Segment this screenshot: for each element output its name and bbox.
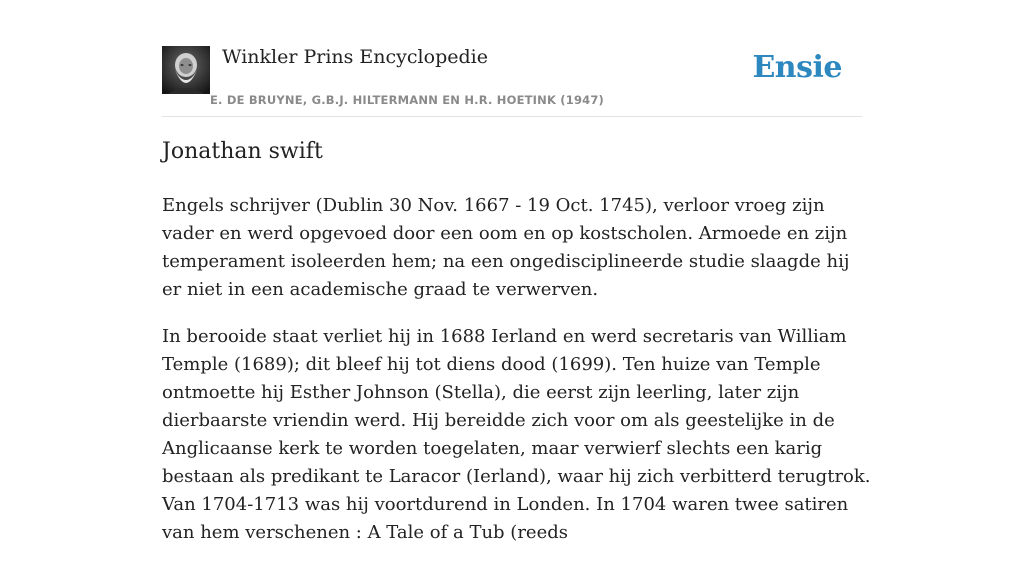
article-paragraph: Engels schrijver (Dublin 30 Nov. 1667 - 19 Oct. 1745), verloor vroeg zijn vader en werd opgevoed door een oom en op kostscholen. Armoede en zijn temperament isoleerden hem; na een ongedisciplineerde studie slaagde hij er niet in een academische graad te verwerven. (162, 195, 850, 300)
publication-header (162, 40, 862, 117)
brand-logo[interactable]: Ensie (752, 50, 842, 85)
portrait-image (162, 46, 210, 94)
article-paragraph: In berooide staat verliet hij in 1688 Ierland en werd secretaris van William Temple (1689); dit bleef hij tot diens dood (1699). Ten huize van Temple ontmoette hij Esther Johnson (Stella), die eerst zijn leerling, later zijn dierbaarste vriendin werd. Hij bereidde zich voor om als geestelijke in de Anglicaanse kerk te worden toegelaten, maar verwierf slechts een karig bestaan als predikant te Laracor (Ierland), waar hij zich verbitterd terugtrok. Van 1704-1713 was hij voortdurend in Londen. In 1704 waren twee satiren van hem verschenen : A Tale of a Tub (reeds (162, 326, 871, 543)
publication-authors: E. DE BRUYNE, G.B.J. HILTERMANN EN H.R. HOETINK (1947) (210, 93, 605, 107)
article-title: Jonathan swift (162, 139, 323, 164)
publication-title[interactable]: Winkler Prins Encyclopedie (222, 46, 488, 68)
article-body (162, 192, 872, 566)
author-avatar[interactable] (162, 46, 210, 94)
